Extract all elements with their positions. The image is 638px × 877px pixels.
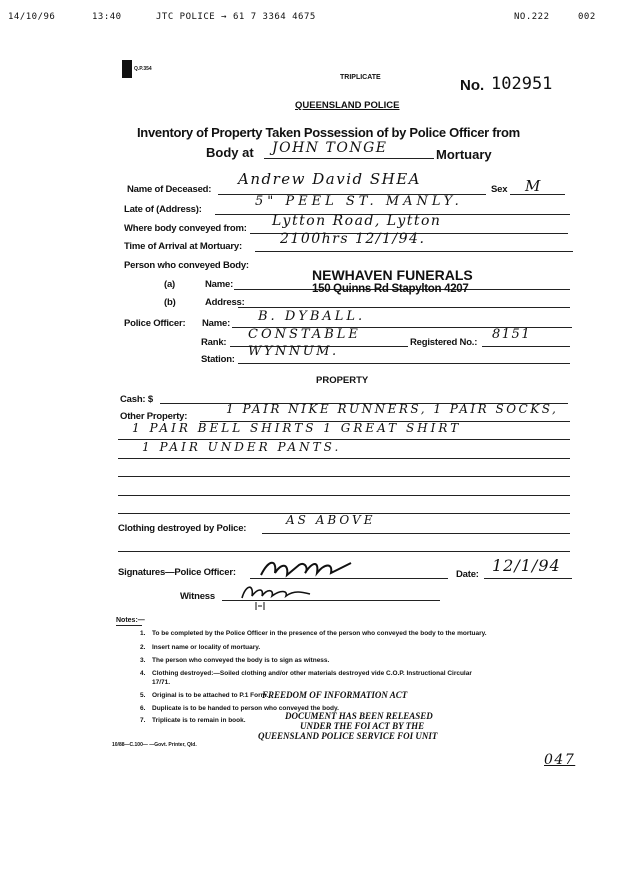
arrival-value: 2100hrs 12/1/94. xyxy=(280,231,426,247)
conveyed-from-label: Where body conveyed from: xyxy=(124,223,247,234)
foi-stamp-line3: UNDER THE FOI ACT BY THE xyxy=(300,721,425,731)
note-6-num: 6. xyxy=(140,705,146,712)
note-2-num: 2. xyxy=(140,644,146,651)
title-mortuary: Mortuary xyxy=(436,147,492,162)
clothing-label: Clothing destroyed by Police: xyxy=(118,523,247,534)
witness-signature xyxy=(238,580,328,612)
doc-number: 102951 xyxy=(491,74,553,94)
note-1-num: 1. xyxy=(140,630,146,637)
form-code-mark xyxy=(122,60,132,78)
agency-title: QUEENSLAND POLICE xyxy=(295,100,400,111)
date-value: 12/1/94 xyxy=(492,556,561,575)
address-label: Late of (Address): xyxy=(124,204,202,215)
registered-label: Registered No.: xyxy=(410,337,478,348)
foi-stamp-line1: FREEDOM OF INFORMATION ACT xyxy=(262,690,408,700)
fax-time: 13:40 xyxy=(92,12,122,22)
date-label: Date: xyxy=(456,569,479,580)
rank-value: CONSTABLE xyxy=(248,327,361,342)
note-3-num: 3. xyxy=(140,657,146,664)
officer-label: Police Officer: xyxy=(124,318,186,329)
station-value: WYNNUM. xyxy=(248,344,339,359)
foi-stamp-line2: DOCUMENT HAS BEEN RELEASED xyxy=(285,711,433,721)
note-4-num: 4. xyxy=(140,670,146,677)
other-property-line1: 1 PAIR NIKE RUNNERS, 1 PAIR SOCKS, xyxy=(226,402,559,416)
sex-value: M xyxy=(525,177,542,195)
note-7-num: 7. xyxy=(140,717,146,724)
other-property-line3: 1 PAIR UNDER PANTS. xyxy=(142,440,342,454)
conveyor-address-value: 150 Quinns Rd Stapylton 4207 xyxy=(312,283,469,295)
page-number: 047 xyxy=(544,752,576,768)
deceased-label: Name of Deceased: xyxy=(127,184,212,195)
signatures-label: Signatures—Police Officer: xyxy=(118,567,236,578)
conveyor-name-value: NEWHAVEN FUNERALS xyxy=(312,267,473,283)
note-6: Duplicate is to be handed to person who conveyed the body. xyxy=(152,705,339,712)
deceased-value: Andrew David SHEA xyxy=(238,170,421,188)
station-label: Station: xyxy=(201,354,235,365)
fax-page: 002 xyxy=(578,12,596,22)
note-3: The person who conveyed the body is to sign as witness. xyxy=(152,657,330,664)
title-body-at: Body at xyxy=(206,145,254,160)
sex-label: Sex xyxy=(491,184,508,195)
arrival-label: Time of Arrival at Mortuary: xyxy=(124,241,242,252)
copy-type: TRIPLICATE xyxy=(340,74,381,81)
other-property-label: Other Property: xyxy=(120,411,188,422)
property-heading: PROPERTY xyxy=(316,375,369,386)
note-7: Triplicate is to remain in book. xyxy=(152,717,246,724)
clothing-value: AS ABOVE xyxy=(286,513,376,527)
note-4: Clothing destroyed:—Soiled clothing and/or other materials destroyed vide C.O.P. Instructional Circular xyxy=(152,670,472,677)
note-4-cont: 17/71. xyxy=(152,679,171,686)
form-code: Q.P.354 xyxy=(134,66,152,72)
officer-name-value: B. DYBALL. xyxy=(258,309,366,324)
rank-label: Rank: xyxy=(201,337,227,348)
other-property-line2: 1 PAIR BELL SHIRTS 1 GREAT SHIRT xyxy=(132,421,462,435)
notes-heading: Notes:— xyxy=(116,617,145,624)
officer-name-label: Name: xyxy=(202,318,231,329)
fax-date: 14/10/96 xyxy=(8,12,56,22)
conveyor-address-label: Address: xyxy=(205,297,245,308)
foi-stamp-line4: QUEENSLAND POLICE SERVICE FOI UNIT xyxy=(258,731,438,741)
mortuary-name: JOHN TONGE xyxy=(272,140,388,156)
fax-number: NO.222 xyxy=(514,12,550,22)
note-2: Insert name or locality of mortuary. xyxy=(152,644,261,651)
form-title: Inventory of Property Taken Possession of by Police Officer from xyxy=(137,125,520,140)
doc-number-label: No. xyxy=(460,77,485,94)
conveyor-a: (a) xyxy=(164,279,176,290)
registered-value: 8151 xyxy=(492,327,532,342)
conveyor-name-label: Name: xyxy=(205,279,234,290)
fax-sender: JTC POLICE → 61 7 3364 4675 xyxy=(156,12,316,22)
note-5: Original is to be attached to P.1 Form. xyxy=(152,692,269,699)
conveyor-heading: Person who conveyed Body: xyxy=(124,260,249,271)
note-1: To be completed by the Police Officer in the presence of the person who conveyed the body to the mortuary. xyxy=(152,630,487,637)
print-line: 10/88—C.100— —Govt. Printer, Qld. xyxy=(112,742,197,748)
note-5-num: 5. xyxy=(140,692,146,699)
cash-label: Cash: $ xyxy=(120,394,153,405)
witness-label: Witness xyxy=(180,591,215,602)
address-value: 5" PEEL ST. MANLY. xyxy=(255,194,463,209)
conveyed-from-value: Lytton Road, Lytton xyxy=(272,213,442,229)
conveyor-b: (b) xyxy=(164,297,176,308)
